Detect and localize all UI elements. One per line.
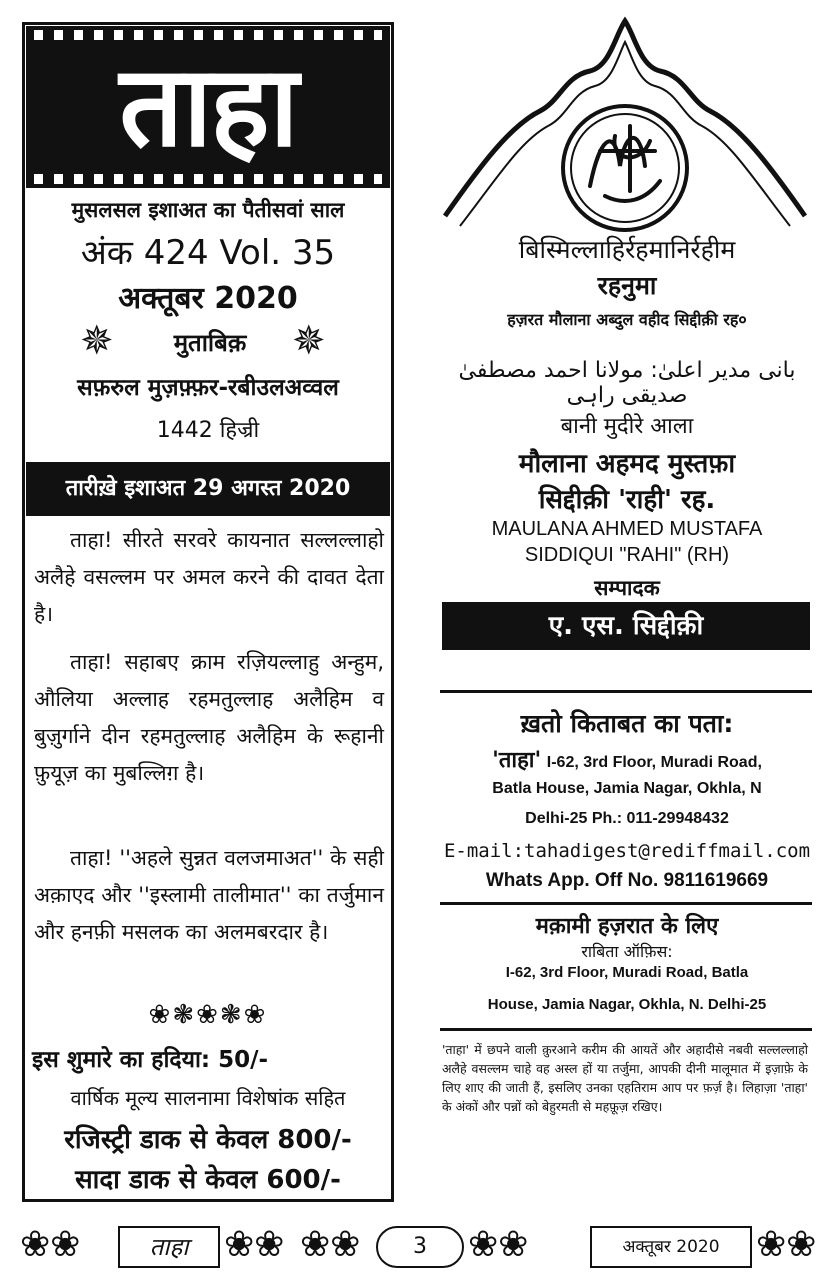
editor-label: सम्पादक bbox=[594, 576, 660, 600]
flower-ornament-icon: ❀❀ bbox=[224, 1224, 285, 1265]
flower-divider: ❀❃❀❃❀ bbox=[148, 1000, 268, 1030]
respect-notice: 'ताहा' में छपने वाली क़ुरआने करीम की आयतें और अहादीसे नबवी सल्लल्लाहो अलैहे वसल्लम चाहे वह अस्ल हों या तर्जुमा, आपकी दीनी मालूमात में इज़ाफ़े के लिए शाए की जाती हैं, इसलिए उनका एहतिराम आप पर फ़र्ज़ है। लिहाज़ा 'ताहा' के अंकों और पन्नों को बेहुरमती से महफ़ूज़ रखिए। bbox=[442, 1042, 808, 1114]
annual-subscription: वार्षिक मूल्य सालनामा विशेषांक सहित bbox=[70, 1086, 346, 1110]
whatsapp-number: Whats App. Off No. 9811619669 bbox=[485, 870, 769, 891]
footer-title: ताहा bbox=[118, 1226, 220, 1268]
masthead-title: ताहा bbox=[119, 42, 297, 172]
hijri-year: 1442 हिज्री bbox=[156, 418, 260, 443]
hijri-months: सफ़रुल मुज़फ़्फ़र-रबीउलअव्वल bbox=[77, 375, 339, 401]
address-line-1: I-62, 3rd Floor, Muradi Road, bbox=[546, 754, 762, 771]
mission-paragraph-2: ताहा! सहाबए क्राम रज़ियल्लाहु अन्हुम, औलिया अल्लाह रहमतुल्लाह अलैहिम व बुज़ुर्गाने दीन रहमतुल्लाह अलैहिम के रूहानी फ़ुयूज़ का मुबल्लिग़ है। bbox=[34, 650, 384, 785]
star-icon: ✵ bbox=[80, 318, 114, 364]
founder-name-hindi-1: मौलाना अहमद मुस्तफ़ा bbox=[518, 449, 736, 479]
registered-post-price: रजिस्ट्री डाक से केवल 800/- bbox=[64, 1125, 352, 1155]
mission-paragraph-3: ताहा! ''अहले सुन्नत वलजमाअत'' के सही अक़ाएद और ''इस्लामी तालीमात'' का तर्जुमान और हनफ़ी मसलक का अलमबरदार है। bbox=[34, 846, 384, 944]
editor-name-bar: ए. एस. सिद्दीक़ी bbox=[442, 602, 810, 650]
local-contact-title: मक़ामी हज़रात के लिए bbox=[535, 914, 719, 939]
ordinary-post-price: सादा डाक से केवल 600/- bbox=[75, 1165, 341, 1195]
flower-ornament-icon: ❀❀ bbox=[468, 1224, 529, 1265]
local-address-1: I-62, 3rd Floor, Muradi Road, Batla bbox=[505, 964, 749, 981]
divider bbox=[440, 902, 812, 905]
issue-price: इस शुमारे का हदिया: 50/- bbox=[32, 1047, 269, 1073]
flower-ornament-icon: ❀❀ bbox=[20, 1224, 81, 1265]
rahnuma-title: रहनुमा bbox=[597, 271, 657, 300]
flower-ornament-icon: ❀❀ bbox=[756, 1224, 817, 1265]
divider bbox=[440, 690, 812, 693]
address-line-2: Batla House, Jamia Nagar, Okhla, N bbox=[492, 780, 762, 797]
page-footer bbox=[20, 1220, 817, 1270]
footer-date: अक्तूबर 2020 bbox=[590, 1226, 752, 1268]
page-number: 3 bbox=[376, 1226, 464, 1268]
mutabiq-label: मुताबिक़ bbox=[173, 329, 247, 357]
taha-name: 'ताहा' bbox=[492, 748, 542, 773]
mission-paragraph-1: ताहा! सीरते सरवरे कायनात सल्लल्लाहो अलैहे वसल्लम पर अमल करने की दावत देता है। bbox=[34, 528, 384, 626]
founder-name-english-2: SIDDIQUI "RAHI" (RH) bbox=[524, 544, 730, 566]
bismillah: बिस्मिल्लाहिर्रहमानिर्रहीम bbox=[518, 235, 736, 264]
founder-name-hindi-2: सिद्दीक़ी 'राही' रह. bbox=[538, 485, 716, 515]
calligraphy-dome-logo bbox=[440, 16, 810, 238]
founder-name-english-1: MAULANA AHMED MUSTAFA bbox=[491, 518, 763, 540]
founder-label: बानी मुदीरे आला bbox=[560, 414, 694, 439]
publication-year-line: मुसलसल इशाअत का पैतीसवां साल bbox=[71, 198, 345, 222]
flower-ornament-icon: ❀❀ bbox=[300, 1224, 361, 1265]
rahnuma-name: हज़रत मौलाना अब्दुल वहीद सिद्दीक़ी रह० bbox=[507, 310, 747, 329]
issue-number: अंक 424 Vol. 35 bbox=[80, 233, 336, 273]
address-phone: Delhi-25 Ph.: 011-29948432 bbox=[525, 810, 729, 827]
star-icon: ✵ bbox=[292, 318, 326, 364]
urdu-founder-line: بانی مدیر اعلیٰ: مولانا احمد مصطفیٰ صدیقی راہی bbox=[458, 358, 796, 408]
email-address: E-mail:tahadigest@rediffmail.com bbox=[443, 840, 811, 862]
local-address-2: House, Jamia Nagar, Okhla, N. Delhi-25 bbox=[487, 996, 767, 1013]
publish-date-bar: तारीख़े इशाअत 29 अगस्त 2020 bbox=[26, 462, 390, 516]
divider bbox=[440, 1028, 812, 1031]
address-title: ख़तो किताबत का पता: bbox=[520, 709, 734, 738]
issue-month: अक्तूबर 2020 bbox=[118, 281, 298, 316]
local-office-label: राबिता ऑफ़िस: bbox=[581, 942, 673, 961]
